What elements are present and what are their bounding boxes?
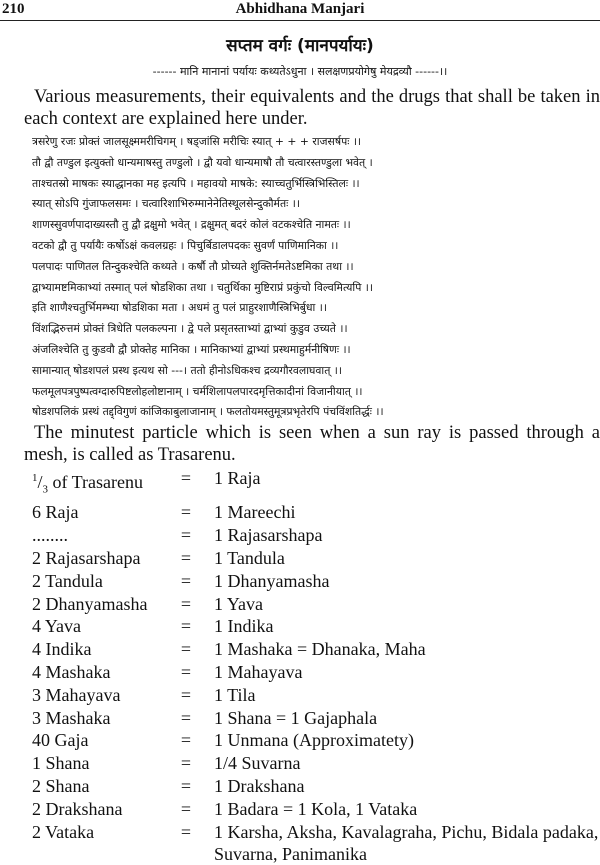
equals-sign: = [180, 707, 192, 728]
verse-line: स्यात् सोऽपि गुंजाफलसमः । चत्वारिशाभिरुम्मानेनेतिस्थूलसेन्दुकौर्मतः ।। [32, 197, 300, 211]
measure-right: 1 Tandula [214, 547, 285, 568]
table-row [32, 821, 600, 865]
verse-line: फलमूलपत्रपुष्पत्वग्दारुपिष्टलोहलोष्टानाम् । चर्मशिलापलपारदमृत्तिकादीनां विजानीयात् ।। [32, 384, 363, 398]
verse-line: विंशद्भिरुत्तमं प्रोक्तं त्रिधेति पलकल्पना । द्वे पले प्रसृतस्ताभ्यां द्वाभ्यां कुडुव उच्यते ।। [32, 322, 348, 336]
measure-left: 2 Dhanyamasha [32, 593, 148, 614]
sanskrit-verses [32, 132, 598, 423]
measure-left: 3 Mashaka [32, 707, 111, 728]
table-row [32, 467, 600, 501]
equals-sign: = [180, 639, 192, 660]
verse-line: इति शाणैश्चतुर्भिमम्भ्या षोडशिका मता । अधमं तु पलं प्राहुरशाणैस्त्रिभिर्बुधा ।। [32, 301, 327, 315]
verse-line: वटको द्वौ तु पर्यायैः कर्षोऽक्षं कवलग्रहः । पिचुर्बिडालपदकः सुवर्णं पाणिमानिका ।। [32, 238, 339, 252]
table-row [32, 775, 600, 798]
verse-line: तौ द्वौ तण्डुल इत्युक्तो धान्यमाषस्तु तण्डुलो । द्वौ यवो धान्यमाषौ तौ चत्वारस्तण्डुला भवेत् । [32, 155, 373, 169]
table-row [32, 524, 600, 547]
trasarenu-paragraph: The minutest particle which is seen when a sun ray is passed through a mesh, is called as Trasarenu. [24, 423, 600, 465]
measure-right: 1 Raja [214, 468, 261, 488]
measure-left: 2 Drakshana [32, 798, 123, 819]
measure-right: 1 Indika [214, 616, 274, 637]
measure-left: 6 Raja [32, 502, 79, 523]
intro-verse: ------ मानि मानानां पर्यायः कथ्यतेऽधुना । सलक्षणप्रयोगेषु मेयद्रव्यौ ------।। [152, 65, 448, 78]
table-row [32, 593, 600, 616]
measure-right: 1 Drakshana [214, 775, 305, 796]
equals-sign: = [180, 525, 192, 546]
equals-sign: = [180, 468, 192, 488]
measure-left: 4 Indika [32, 639, 92, 660]
measure-right: 1 Mashaka = Dhanaka, Maha [214, 639, 426, 660]
equals-sign: = [180, 775, 192, 796]
verse-line: सामान्यात् षोडशपलं प्रस्थ इत्यथ सो ---। ततो हीनोऽधिकश्च द्रव्यगौरवलाघवात् ।। [32, 363, 342, 377]
table-row [32, 547, 600, 570]
measure-right: 1 Tila [214, 684, 256, 705]
table-row [32, 501, 600, 524]
measure-right: 1 Badara = 1 Kola, 1 Vataka [214, 798, 418, 819]
table-row [32, 752, 600, 775]
equals-sign: = [180, 821, 192, 842]
equals-sign: = [180, 730, 192, 751]
measure-right: 1 Unmana (Approximatety) [214, 730, 414, 751]
equals-sign: = [180, 661, 192, 682]
verse-line: त्रसरेणु रजः प्रोक्तं जालसूक्ष्ममरीचिगम् । षड्जांसि मरीचिः स्यात् + + + राजसर्षपः ।। [32, 135, 362, 148]
table-row [32, 638, 600, 661]
verse-line: शाणस्सुवर्णपादाख्यस्तौ तु द्वौ द्रक्षुमो भवेत् । द्रक्षुमत् बदरं कोलं वटकश्चेति नामतः ।। [32, 218, 351, 232]
measure-left: ........ [32, 525, 68, 546]
equals-sign: = [180, 684, 192, 705]
measure-right: 1 Shana = 1 Gajaphala [214, 707, 378, 728]
verse-line: पलपादः पाणितल तिन्दुकश्चेति कथ्यते । कर्षौ तौ प्रोच्यते शुक्तिर्नमतेऽष्टमिका तथा ।। [32, 259, 354, 273]
table-row [32, 798, 600, 821]
section-title: सप्तम वर्गः (मानपर्यायः) [226, 36, 374, 56]
measure-left: 1 Shana [32, 753, 90, 774]
equals-sign: = [180, 502, 192, 523]
measure-left: 3 Mahayava [32, 684, 121, 705]
measure-right: 1 Yava [214, 593, 264, 614]
measure-left: $^1/_3$ of Trasarenu [32, 472, 144, 496]
equals-sign: = [180, 570, 192, 591]
measure-right: 1 Mahayava [214, 661, 303, 682]
table-row [32, 661, 600, 684]
measure-right: 1 Karsha, Aksha, Kavalagraha, Pichu, Bidala padaka, Suvarna, Panimanika [214, 821, 599, 864]
equals-sign: = [180, 616, 192, 637]
measure-left: 40 Gaja [32, 730, 89, 751]
equals-sign: = [180, 593, 192, 614]
verse-line: ताश्चतस्रो माषकः स्याद्धानका मह इत्यपि । महावयो माषके: स्याच्चतुर्भिस्त्रिभिस्तिलः ।। [32, 176, 360, 190]
table-row [32, 729, 600, 752]
measure-left: 2 Rajasarshapa [32, 547, 141, 568]
measure-right: 1/4 Suvarna [214, 753, 301, 774]
measure-left: 4 Mashaka [32, 661, 111, 682]
equals-sign: = [180, 547, 192, 568]
book-title: Abhidhana Manjari [235, 1, 365, 17]
measure-left: 2 Vataka [32, 821, 95, 842]
verse-line: द्वाभ्यामष्टमिकाभ्यां तस्मात् पलं षोडशिका तथा । चतुर्थिका मुष्टिराप्रं प्रकुंचो विल्वमित्यपि ।। [32, 280, 373, 294]
measure-right: 1 Dhanyamasha [214, 570, 330, 591]
measure-right: 1 Mareechi [214, 502, 296, 523]
table-row [32, 570, 600, 593]
measure-right: 1 Rajasarshapa [214, 525, 323, 546]
table-row [32, 615, 600, 638]
equals-sign: = [180, 753, 192, 774]
table-row [32, 684, 600, 707]
measure-left: 2 Tandula [32, 570, 103, 591]
page-header [0, 0, 600, 21]
measurement-table [32, 467, 600, 865]
table-row [32, 707, 600, 730]
measure-left: 2 Shana [32, 775, 90, 796]
intro-paragraph: Various measurements, their equivalents and the drugs that shall be taken in each context are explained here under. [24, 87, 600, 129]
verse-line: अंजलिश्चेति तु कुडवौ द्वौ प्रोक्तेह मानिका । मानिकाभ्यां द्वाभ्यां प्रस्थमाहुर्मनीषिणः ।। [32, 342, 351, 356]
page-number: 210 [2, 1, 25, 17]
verse-line: षोडशपलिकं प्रस्थं तद्द्विगुणं कांजिकाबुलाजानाम् । फलतोयमस्तुमूत्रप्रभृतेरपि पंचविंशतिर्द्धः ।। [32, 405, 384, 419]
equals-sign: = [180, 798, 192, 819]
measure-left: 4 Yava [32, 616, 82, 637]
